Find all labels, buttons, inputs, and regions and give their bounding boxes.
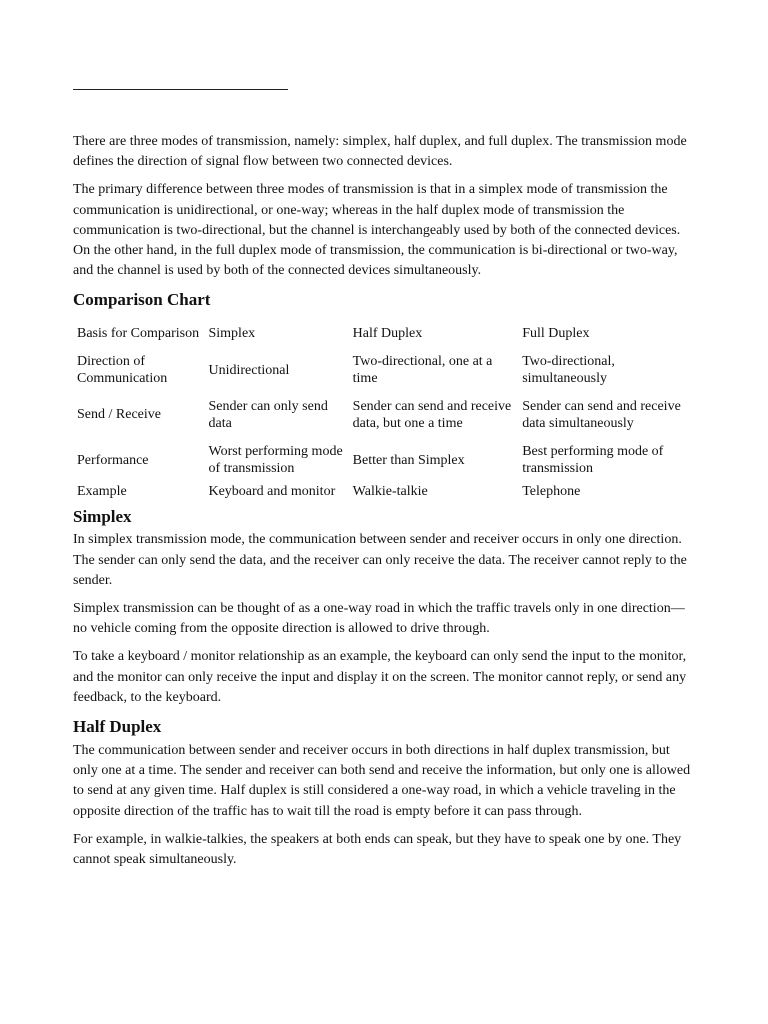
header-rule <box>73 89 288 90</box>
table-cell: Two-directional, simultaneously <box>522 354 615 387</box>
simplex-paragraph: In simplex transmission mode, the communication between sender and receiver occurs in only one direction. The sender can only send the data, and the receiver can only receive the data. The receiver cannot reply to the sender. <box>73 532 687 588</box>
table-header-cell: Full Duplex <box>522 325 590 341</box>
table-cell: Unidirectional <box>208 362 290 378</box>
simplex-paragraph: To take a keyboard / monitor relationship as an example, the keyboard can only send the input to the monitor, and the monitor can only receive the input and display it on the screen. The monitor cannot reply, or send any feedback, to the keyboard. <box>73 649 687 705</box>
table-header-row <box>73 314 693 352</box>
table-header-cell: Half Duplex <box>352 325 423 341</box>
table-cell: Two-directional, one at a time <box>352 354 493 387</box>
table-cell: Sender can only send data <box>208 398 328 431</box>
table-cell: Walkie-talkie <box>352 483 428 499</box>
table-header-cell: Simplex <box>208 325 256 341</box>
comparison-table <box>73 314 693 503</box>
table-cell: Send / Receive <box>77 407 161 423</box>
half-duplex-heading: Half Duplex <box>73 717 162 737</box>
table-row <box>73 479 693 503</box>
table-cell: Better than Simplex <box>352 452 465 468</box>
document-body <box>73 132 693 878</box>
table-cell: Telephone <box>522 483 581 499</box>
table-header-cell: Basis for Comparison <box>77 325 200 341</box>
table-row <box>73 352 693 388</box>
table-cell: Worst performing mode of transmission <box>208 444 343 477</box>
half-duplex-paragraph: The communication between sender and receiver occurs in both directions in half duplex transmission, but only one at a time. The sender and receiver can both send and receive the information, but only one is allowed to send at any given time. Half duplex is still considered a one-way road, in which a vehicle traveling in the opposite direction of the traffic has to wait till the road is empty before it can pass through. <box>73 743 691 819</box>
table-cell: Keyboard and monitor <box>208 483 336 499</box>
simplex-heading: Simplex <box>73 507 132 527</box>
table-row <box>73 388 693 441</box>
half-duplex-paragraph: For example, in walkie-talkies, the speakers at both ends can speak, but they have to speak one by one. They cannot speak simultaneously. <box>73 831 682 868</box>
table-cell: Best performing mode of transmission <box>522 444 664 477</box>
table-cell: Sender can send and receive data, but one a time <box>352 398 512 431</box>
table-row <box>73 441 693 479</box>
table-cell: Direction of Communication <box>77 354 168 387</box>
table-cell: Sender can send and receive data simultaneously <box>522 398 681 431</box>
simplex-paragraph: Simplex transmission can be thought of as a one-way road in which the traffic travels only in one direction—no vehicle coming from the opposite direction is allowed to drive through. <box>73 601 685 637</box>
table-cell: Performance <box>77 452 149 468</box>
intro-paragraph: The primary difference between three modes of transmission is that in a simplex mode of transmission the communication is unidirectional, or one-way; whereas in the half duplex mode of transmission the communication is two-directional, but the channel is interchangeably used by both of the connected devices. On the other hand, in the full duplex mode of transmission, the communication is bi-directional or two-way, and the channel is used by both of the connected devices simultaneously. <box>73 182 681 279</box>
table-cell: Example <box>77 483 127 499</box>
intro-paragraph: There are three modes of transmission, namely: simplex, half duplex, and full duplex. The transmission mode defines the direction of signal flow between two connected devices. <box>73 134 687 170</box>
comparison-heading: Comparison Chart <box>73 290 211 310</box>
